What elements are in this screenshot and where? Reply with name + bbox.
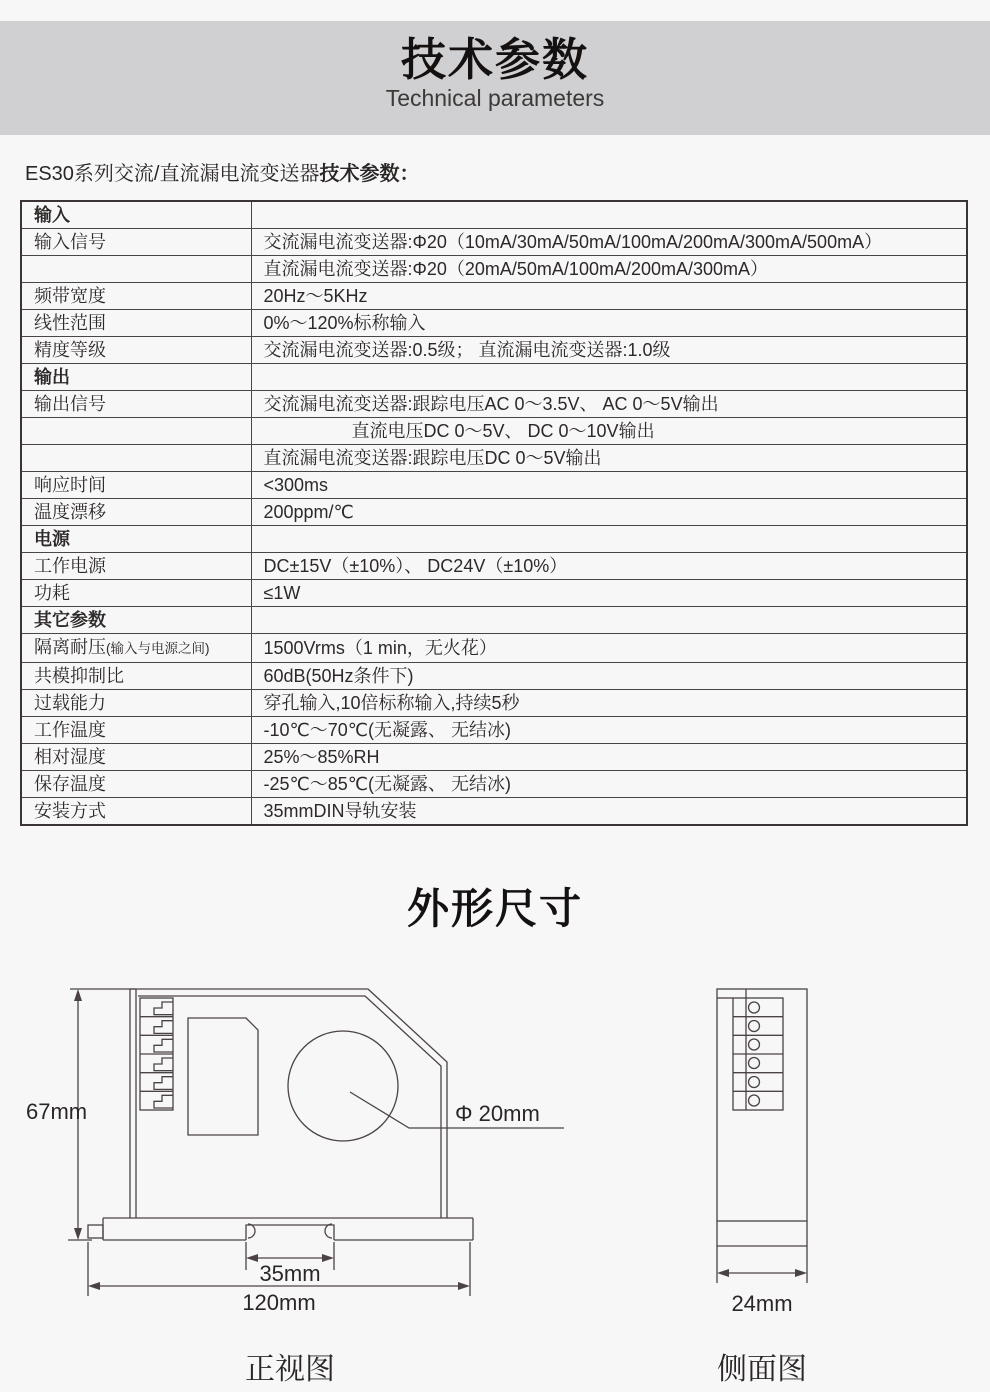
param-label: 工作电源 (21, 553, 251, 580)
param-label (21, 418, 251, 445)
intro-prefix: ES30系列交流/直流漏电流变送器 (25, 163, 320, 185)
page-subtitle: Technical parameters (385, 85, 605, 111)
spec-row (21, 690, 967, 717)
spec-row (21, 663, 967, 690)
param-value: 25%～85%RH (251, 744, 967, 771)
front-height-dimension-label: 67mm (26, 1099, 88, 1124)
header-band (0, 21, 990, 135)
param-value: 0%～120%标称输入 (251, 310, 967, 337)
spec-section-row (21, 526, 967, 553)
param-value: ≤1W (251, 580, 967, 607)
param-value: <300ms (251, 472, 967, 499)
param-label: 隔离耐压(输入与电源之间) (21, 634, 251, 663)
spec-row (21, 798, 967, 826)
param-value (251, 201, 967, 229)
param-label: 电源 (21, 526, 251, 553)
intro-line (25, 160, 419, 188)
param-label: 其它参数 (21, 607, 251, 634)
param-value: 1500Vrms（1 min，无火花） (251, 634, 967, 663)
param-value: 交流漏电流变送器:跟踪电压AC 0～3.5V、 AC 0～5V输出 (251, 391, 967, 418)
spec-row (21, 744, 967, 771)
hole-diameter-label: Φ 20mm (455, 1101, 540, 1126)
param-value: 直流电压DC 0～5V、 DC 0～10V输出 (251, 418, 967, 445)
spec-row (21, 418, 967, 445)
spec-row (21, 771, 967, 798)
param-value (251, 607, 967, 634)
param-label-note: (输入与电源之间) (106, 641, 210, 656)
param-value (251, 526, 967, 553)
spec-row (21, 391, 967, 418)
spec-row (21, 229, 967, 256)
spec-row (21, 445, 967, 472)
spec-table-wrap (20, 200, 968, 826)
param-value: 35mmDIN导轨安装 (251, 798, 967, 826)
param-label: 响应时间 (21, 472, 251, 499)
param-label: 输出信号 (21, 391, 251, 418)
param-value: 直流漏电流变送器:跟踪电压DC 0～5V输出 (251, 445, 967, 472)
param-label: 线性范围 (21, 310, 251, 337)
spec-row (21, 580, 967, 607)
front-view-drawing (18, 978, 578, 1338)
spec-row (21, 256, 967, 283)
page-title: 技术参数 (400, 34, 589, 85)
front-width-dimension-label: 120mm (242, 1290, 316, 1315)
param-label: 工作温度 (21, 717, 251, 744)
param-label: 输入 (21, 201, 251, 229)
spec-table-body (21, 201, 967, 825)
dimensions-title: 外形尺寸 (406, 885, 583, 932)
param-value: 交流漏电流变送器:0.5级； 直流漏电流变送器:1.0级 (251, 337, 967, 364)
spec-row (21, 499, 967, 526)
param-value: DC±15V（±10%）、 DC24V（±10%） (251, 553, 967, 580)
spec-row (21, 310, 967, 337)
rail-width-dimension-label: 35mm (259, 1261, 321, 1286)
spec-section-row (21, 201, 967, 229)
param-value: -25℃～85℃(无凝露、 无结冰) (251, 771, 967, 798)
side-view-drawing (650, 978, 850, 1338)
param-value: -10℃～70℃(无凝露、 无结冰) (251, 717, 967, 744)
spec-row (21, 283, 967, 310)
param-label: 相对湿度 (21, 744, 251, 771)
param-value: 穿孔输入,10倍标称输入,持续5秒 (251, 690, 967, 717)
spec-section-row (21, 607, 967, 634)
param-label (21, 256, 251, 283)
param-value: 直流漏电流变送器:Φ20（20mA/50mA/100mA/200mA/300mA） (251, 256, 967, 283)
spec-table (20, 200, 968, 826)
param-label: 过载能力 (21, 690, 251, 717)
param-label: 安装方式 (21, 798, 251, 826)
param-label: 功耗 (21, 580, 251, 607)
param-label (21, 445, 251, 472)
spec-section-row (21, 364, 967, 391)
side-view-caption: 侧面图 (717, 1353, 807, 1386)
spec-row (21, 634, 967, 663)
front-view-caption: 正视图 (245, 1353, 335, 1386)
param-label: 频带宽度 (21, 283, 251, 310)
param-label: 输出 (21, 364, 251, 391)
param-value: 20Hz～5KHz (251, 283, 967, 310)
param-label: 保存温度 (21, 771, 251, 798)
spec-row (21, 472, 967, 499)
param-label: 精度等级 (21, 337, 251, 364)
param-value: 交流漏电流变送器:Φ20（10mA/30mA/50mA/100mA/200mA/300mA/500mA） (251, 229, 967, 256)
param-label: 输入信号 (21, 229, 251, 256)
spec-row (21, 337, 967, 364)
param-label: 温度漂移 (21, 499, 251, 526)
param-label: 共模抑制比 (21, 663, 251, 690)
spec-row (21, 717, 967, 744)
side-width-dimension-label: 24mm (731, 1291, 793, 1316)
param-value: 200ppm/℃ (251, 499, 967, 526)
param-value: 60dB(50Hz条件下) (251, 663, 967, 690)
spec-row (21, 553, 967, 580)
intro-suffix: 技术参数： (319, 163, 420, 185)
param-value (251, 364, 967, 391)
